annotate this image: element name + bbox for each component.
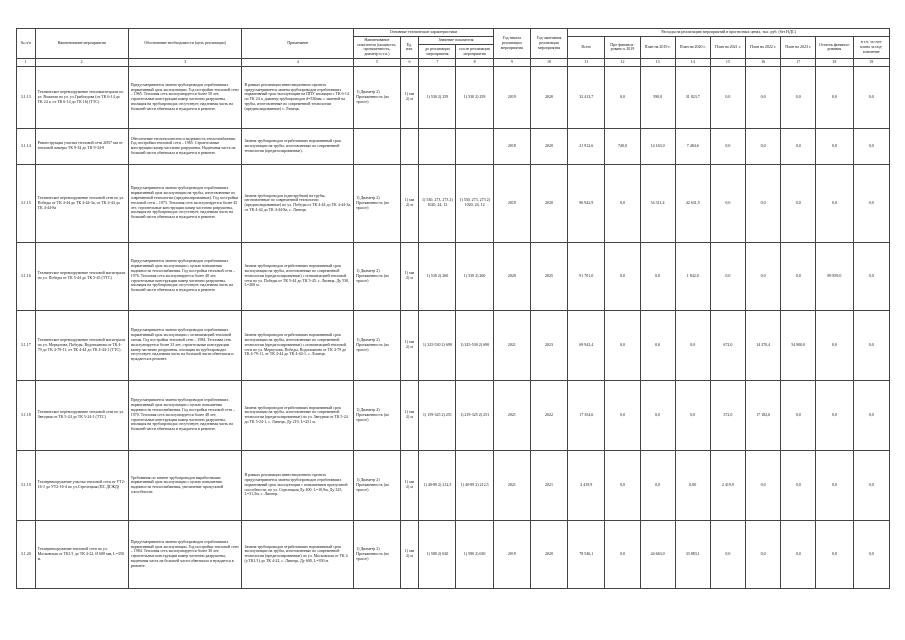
row-after: 1) 325-530 2) 690 bbox=[456, 310, 493, 380]
row-remainder: 0,0 bbox=[816, 380, 853, 450]
row-connection: 0,0 bbox=[853, 242, 889, 310]
row-financed: 0,0 bbox=[605, 380, 640, 450]
row-unit: 1) мм 2) м bbox=[400, 164, 419, 242]
row-tech-name bbox=[354, 128, 401, 164]
row-plan-2023: 0,0 bbox=[781, 128, 816, 164]
row-note: Замена трубопроводов отработавших нормативный срок эксплуатации на трубы, изготовленные по современной технологии (предизолированные) с оптимизацией тепловой сети по ул. Меркулова, Победы, Водопьянова от ТК 4-79 до ТК 4-79-11, от ТК 4-44 до ТК 4-44-1, с. Липецк. bbox=[242, 310, 354, 380]
row-note: В рамках реализации инвестиционного проекта предусматривается замена трубопроводов отработавших нормативный срок эксплуатации на ППУ изоляции с ТК 6-14 по ТК 24 а, диаметр трубопроводов d=530мм, с заменой на трубы, изготовленные по современной технологии (предизолированные) с. Липецк. bbox=[242, 66, 354, 128]
row-connection: 0,0 bbox=[853, 520, 889, 588]
row-connection: 0,0 bbox=[853, 310, 889, 380]
row-plan-2020: 0,0 bbox=[675, 310, 710, 380]
row-name: Техническое перевооружение тепломагистрали по ул. Вожатая по ул. ул.Грибоедова (от ТК 6-14 до ТК 24 а, от ТК 6-14 до ТК 16) (ТТС) bbox=[35, 66, 128, 128]
row-note: Замена трубопроводов отработавших нормативный срок эксплуатации на трубы, изготовленные по современной технологии (предизолированные) по ул. Московская от ТК 4 (у.ТК1/1) до ТК 4-22, с. Липецк, Ду 600, L=350 м. bbox=[242, 520, 354, 588]
row-remainder: 0,0 bbox=[816, 66, 853, 128]
row-plan-2019: 0,0 bbox=[640, 310, 675, 380]
row-plan-2023: 0,0 bbox=[781, 242, 816, 310]
row-unit bbox=[400, 128, 419, 164]
row-connection: 0,0 bbox=[853, 450, 889, 520]
row-plan-2020: 1 842,0 bbox=[675, 242, 710, 310]
row-plan-2020: 0,0 bbox=[675, 380, 710, 450]
row-note: Замена трубопроводов отработавших нормативный срок эксплуатации на трубы, изготовленные по современной технологии (предизолированные) по ул. Звездная от ТК 5-24 до ТК 5-24-1, с. Липецк, Ду 219, L=251 м. bbox=[242, 380, 354, 450]
header-plan-2020: План на 2020 г. bbox=[675, 36, 710, 58]
row-financed: 0,0 bbox=[605, 66, 640, 128]
row-plan-2023: 0,0 bbox=[781, 450, 816, 520]
table-row bbox=[17, 520, 890, 588]
row-plan-2019: 0,0 bbox=[640, 450, 675, 520]
row-financed: 740,0 bbox=[605, 128, 640, 164]
row-unit: 1) мм 2) м bbox=[400, 520, 419, 588]
column-number: 18 bbox=[816, 58, 853, 66]
column-number: 12 bbox=[605, 58, 640, 66]
row-plan-2022: 0,0 bbox=[745, 164, 780, 242]
row-justification: Предусматривается замена трубопроводов отработавших нормативный срок эксплуатации с целью повышения надежности теплоснабжения. Год постройки тепловой сети – 1976. Тепловая сеть эксплуатируется более 40 лет, строительные конструкции камер частично разрушены, изоляция на трубопроводах отсутствует, надземная часть на большей части обветшала и нуждается в ремонте. bbox=[128, 242, 242, 310]
row-total: 78 546,1 bbox=[568, 520, 605, 588]
row-name: Техперевооружение участка тепловой сети от УТ2-16-1 до УТ2-16-4 по ул.Стрелецкая (ПС ДГЖД) bbox=[35, 450, 128, 520]
row-note: Замена трубопроводов (однотрубная) на трубы, изготовленные по современной технологии (предизолированные) по ул. Победы от ТК 4-44 до ТК 4-44-3а, от ТК 4-44 до ТК 4-44-8а, с. Липецк. bbox=[242, 164, 354, 242]
row-before: 1) 580 2) 630 bbox=[419, 520, 456, 588]
column-number: 3 bbox=[128, 58, 242, 66]
table-row bbox=[17, 242, 890, 310]
row-financed: 0,0 bbox=[605, 450, 640, 520]
row-plan-2019: 54 311,4 bbox=[640, 164, 675, 242]
row-total: 91 701,0 bbox=[568, 242, 605, 310]
row-plan-2019: 0,0 bbox=[640, 380, 675, 450]
header-plan-2021: План на 2021 г. bbox=[710, 36, 745, 58]
column-number: 8 bbox=[456, 58, 493, 66]
header-costs-group: Расходы на реализацию мероприятий в прогнозных ценах, тыс. руб. (без НДС) bbox=[568, 29, 890, 37]
row-year-end: 2025 bbox=[530, 242, 567, 310]
column-number: 6 bbox=[400, 58, 419, 66]
row-year-end: 2020 bbox=[530, 164, 567, 242]
row-before: 1) 530 2) 259 bbox=[419, 66, 456, 128]
row-note: Замена трубопроводов отработавших нормативный срок эксплуатации на трубы, изготовленные по современной технологии (предизолированные) с оптимизацией тепловой сети по ул. Победы от ТК 5-44 до ТК 5-45, с. Липецк, Ду 530, L=260 м. bbox=[242, 242, 354, 310]
row-year-start: 2019 bbox=[493, 66, 530, 128]
row-year-start: 2021 bbox=[493, 380, 530, 450]
header-justification: Обоснование необходимости (цель реализации) bbox=[128, 29, 242, 59]
column-number: 15 bbox=[710, 58, 745, 66]
row-plan-2023: 0,0 bbox=[781, 380, 816, 450]
row-after: 1) 40-89 2) 212,5 bbox=[456, 450, 493, 520]
row-remainder: 89 859,0 bbox=[816, 242, 853, 310]
row-after: 1) 219-325 2) 251 bbox=[456, 380, 493, 450]
row-after: 1) 530, 273, 273 2) 1020, 24, 12 bbox=[456, 164, 493, 242]
row-name: Техническое перевооружение тепловой магистрали по ул. Меркулова, Победы, Водопьянова от ТК 4-79 до ТК 4-79-11, от ТК 4-44 до ТК 4-44-1 (ТТС) bbox=[35, 310, 128, 380]
row-plan-2021: 0,0 bbox=[710, 66, 745, 128]
header-tech-name: Наименование показателя (мощность, протяженность, диаметр и т.п.) bbox=[354, 36, 401, 58]
row-year-start: 2021 bbox=[493, 310, 530, 380]
row-financed: 0,0 bbox=[605, 310, 640, 380]
row-connection: 0,0 bbox=[853, 66, 889, 128]
row-name: Техническое перевооружение тепловой сети по ул. Звездная от ТК 5-24 до ТК 5-24-1 (ТТС) bbox=[35, 380, 128, 450]
row-year-end: 2020 bbox=[530, 128, 567, 164]
column-number: 13 bbox=[640, 58, 675, 66]
row-year-end: 2022 bbox=[530, 380, 567, 450]
row-no: 3.1.19 bbox=[17, 450, 36, 520]
row-plan-2020: 31 823,7 bbox=[675, 66, 710, 128]
row-plan-2020: 33 883,1 bbox=[675, 520, 710, 588]
row-after bbox=[456, 128, 493, 164]
header-value-group: Значение показателя bbox=[419, 36, 493, 44]
column-number: 16 bbox=[745, 58, 780, 66]
measures-table bbox=[16, 28, 890, 589]
header-tech-group: Основные технические характеристики bbox=[354, 29, 494, 37]
row-plan-2022: 0,0 bbox=[745, 450, 780, 520]
row-name: Техперевооружение тепловой сети по ул. Московская от ТК1/1 до ТК 4-22, Ø 600 мм, L=350 м. bbox=[35, 520, 128, 588]
row-after: 1) 530 2) 260 bbox=[456, 242, 493, 310]
row-plan-2023: 0,0 bbox=[781, 520, 816, 588]
row-year-end: 2023 bbox=[530, 310, 567, 380]
column-number: 17 bbox=[781, 58, 816, 66]
row-remainder: 0,0 bbox=[816, 128, 853, 164]
row-plan-2023: 0,0 bbox=[781, 66, 816, 128]
table-row bbox=[17, 164, 890, 242]
row-name: Реконструкция участка тепловой сети 2Ø57 мм от тепловой камеры ТК 9-34 до ТК 9-34-9 bbox=[35, 128, 128, 164]
row-plan-2020: 42 631,5 bbox=[675, 164, 710, 242]
row-year-start: 2021 bbox=[493, 450, 530, 520]
header-plan-2023: План на 2023 г. bbox=[781, 36, 816, 58]
investment-program-table-page bbox=[16, 28, 890, 589]
row-total: 2 419,9 bbox=[568, 450, 605, 520]
row-plan-2019: 590,0 bbox=[640, 66, 675, 128]
row-no: 3.1.17 bbox=[17, 310, 36, 380]
row-no: 3.1.18 bbox=[17, 380, 36, 450]
row-before bbox=[419, 128, 456, 164]
row-connection: 0,0 bbox=[853, 380, 889, 450]
row-year-end: 2021 bbox=[530, 450, 567, 520]
row-after: 1) 580 2) 630 bbox=[456, 520, 493, 588]
column-number: 1 bbox=[17, 58, 36, 66]
row-note: В рамках реализации инвестиционного проекта предусматривается замена трубопроводов отработавших нормативный срок эксплуатации с повышением пропускной способности, по ул. Стрелецкая Ду 400, L=10,9м, Ду 325, L=31,5м, с. Липецк. bbox=[242, 450, 354, 520]
header-unit: Ед. изм. bbox=[400, 36, 419, 58]
row-plan-2022: 14 370,4 bbox=[745, 310, 780, 380]
row-plan-2019: 0,0 bbox=[640, 242, 675, 310]
row-connection: 0,0 bbox=[853, 164, 889, 242]
row-tech-name: 1) Диаметр 2) Протяженность (по трассе) bbox=[354, 520, 401, 588]
row-plan-2022: 0,0 bbox=[745, 66, 780, 128]
header-plan-2019: План на 2019 г. bbox=[640, 36, 675, 58]
row-name: Техническое перевооружение тепловой сети по ул. Победы от ТК 4-44 до ТК 4-44-3а, от ТК 4-44 до ТК 4-44-8а bbox=[35, 164, 128, 242]
row-financed: 0,0 bbox=[605, 242, 640, 310]
row-remainder: 0,0 bbox=[816, 310, 853, 380]
row-plan-2022: 0,0 bbox=[745, 128, 780, 164]
row-justification: Предусматривается замена трубопроводов отработавших нормативный срок эксплуатации с целью повышения надежности теплоснабжения. Год постройки тепловой сети – 1970. Тепловая сеть эксплуатируется более 48 лет, строительные конструкции камер частично разрушены, изоляция на трубопроводах отсутствует, надземная часть на большей части обветшала и нуждается в ремонте. bbox=[128, 380, 242, 450]
table-row bbox=[17, 128, 890, 164]
row-tech-name: 1) Диаметр 2) Протяженность (по трассе) bbox=[354, 164, 401, 242]
row-plan-2021: 0,0 bbox=[710, 242, 745, 310]
row-plan-2023: 0,0 bbox=[781, 164, 816, 242]
row-plan-2019: 44 663,0 bbox=[640, 520, 675, 588]
row-financed: 0,0 bbox=[605, 164, 640, 242]
row-year-start: 2019 bbox=[493, 520, 530, 588]
header-value-before: до реализации мероприятия bbox=[419, 45, 456, 59]
row-plan-2020: 0,00 bbox=[675, 450, 710, 520]
row-no: 3.1.20 bbox=[17, 520, 36, 588]
row-financed: 0,0 bbox=[605, 520, 640, 588]
row-remainder: 0,0 bbox=[816, 164, 853, 242]
row-plan-2021: 0,0 bbox=[710, 128, 745, 164]
row-before: 1) 159-325 2) 251 bbox=[419, 380, 456, 450]
row-year-start: 2019 bbox=[493, 164, 530, 242]
row-unit: 1) мм 2) м bbox=[400, 66, 419, 128]
column-number: 10 bbox=[530, 58, 567, 66]
row-no: 3.1.15 bbox=[17, 164, 36, 242]
row-year-end: 2020 bbox=[530, 66, 567, 128]
row-unit: 1) мм 2) м bbox=[400, 242, 419, 310]
row-justification: Требования по замене трубопроводов выработавших нормативный срок эксплуатации с целью повышения надежности теплоснабжения, увеличение пропускной способности. bbox=[128, 450, 242, 520]
row-justification: Предусматривается замена трубопроводов отработавших нормативный срок эксплуатации. Год постройки тепловой сети – 1965. Тепловая сеть эксплуатируется более 50 лет, строительные конструкции камер частично разрушены, изоляция на трубопроводах отсутствует, надземная часть на большей части обветшала и нуждается в ремонте. bbox=[128, 66, 242, 128]
column-number: 14 bbox=[675, 58, 710, 66]
row-plan-2021: 2 419,9 bbox=[710, 450, 745, 520]
row-before: 1) 40-89 2) 212,5 bbox=[419, 450, 456, 520]
row-justification: Обеспечение теплоносителем и надежность теплоснабжения. Год постройки тепловой сети – 1965. Строительные конструкции камер частично разрушены. Надземная часть на большей части обветшала и нуждается в ремонте. bbox=[128, 128, 242, 164]
header-connection: в т.ч. за счет платы за под-ключение bbox=[853, 36, 889, 58]
row-plan-2020: 7 484,6 bbox=[675, 128, 710, 164]
row-plan-2023: 54 900,0 bbox=[781, 310, 816, 380]
row-no: 3.1.16 bbox=[17, 242, 36, 310]
row-justification: Предусматривается замена трубопроводов отработавших нормативный срок эксплуатации. Год постройки тепловой сети – 1984. Тепловая сеть эксплуатируется более 30 лет, строительные конструкции камер частично разрушены, надземная часть на большей части обветшала и нуждается в ремонте. bbox=[128, 520, 242, 588]
row-tech-name: 1) Диаметр 2) Протяженность (по трассе) bbox=[354, 380, 401, 450]
row-name: Техническое перевооружение тепловой магистрали по ул. Победы от ТК 5-44 до ТК 5-45 (ТТС) bbox=[35, 242, 128, 310]
row-after: 1) 530 2) 259 bbox=[456, 66, 493, 128]
row-total: 69 942,4 bbox=[568, 310, 605, 380]
row-year-start: 2018 bbox=[493, 128, 530, 164]
header-total: Всего bbox=[568, 36, 605, 58]
row-before: 1) 530 2) 260 bbox=[419, 242, 456, 310]
row-total: 96 942,9 bbox=[568, 164, 605, 242]
row-tech-name: 1) Диаметр 2) Протяженность (по трассе) bbox=[354, 66, 401, 128]
row-unit: 1) мм 2) м bbox=[400, 310, 419, 380]
row-before: 1) 325-530 2) 690 bbox=[419, 310, 456, 380]
row-year-end: 2020 bbox=[530, 520, 567, 588]
table-row bbox=[17, 450, 890, 520]
column-number: 2 bbox=[35, 58, 128, 66]
row-plan-2022: 0,0 bbox=[745, 242, 780, 310]
header-year-end: Год окончания реализации мероприятия bbox=[530, 29, 567, 59]
column-number: 7 bbox=[419, 58, 456, 66]
column-number-row bbox=[17, 58, 890, 66]
row-total: 17 354,6 bbox=[568, 380, 605, 450]
header-note: Примечание bbox=[242, 29, 354, 59]
row-tech-name: 1) Диаметр 2) Протяженность (по трассе) bbox=[354, 242, 401, 310]
header-financed: Про-финанси-ровано к 2019 bbox=[605, 36, 640, 58]
column-number: 4 bbox=[242, 58, 354, 66]
row-plan-2022: 17 182,6 bbox=[745, 380, 780, 450]
row-tech-name: 1) Диаметр 2) Протяженность (по трассе) bbox=[354, 450, 401, 520]
row-before: 1) 530, 273, 273 2) 1020, 24, 12 bbox=[419, 164, 456, 242]
table-row bbox=[17, 66, 890, 128]
header-plan-2022: План на 2022 г. bbox=[745, 36, 780, 58]
row-tech-name: 1) Диаметр 2) Протяженность (по трассе) bbox=[354, 310, 401, 380]
row-plan-2021: 0,0 bbox=[710, 164, 745, 242]
header-year-start: Год начала реализации мероприятия bbox=[493, 29, 530, 59]
header-value-after: после реализации мероприятия bbox=[456, 45, 493, 59]
column-number: 9 bbox=[493, 58, 530, 66]
column-number: 11 bbox=[568, 58, 605, 66]
column-number: 5 bbox=[354, 58, 401, 66]
row-remainder: 0,0 bbox=[816, 520, 853, 588]
header-name: Наименование мероприятия bbox=[35, 29, 128, 59]
row-note: Замена трубопроводов отработавших нормативный срок эксплуатации на трубы, изготовленные по современной технологии (предизолированные). bbox=[242, 128, 354, 164]
row-plan-2019: 14 163,0 bbox=[640, 128, 675, 164]
row-justification: Предусматривается замена трубопроводов отработавших нормативный срок эксплуатации с оптимизацией тепловой схемы. Год постройки тепловой сети – 1984. Тепловая сеть эксплуатируется более 33 лет, строительные конструкции камер частично разрушены, изоляция на трубопроводах отсутствует, надземная часть на большей части обветшала и нуждается в ремонте. bbox=[128, 310, 242, 380]
row-unit: 1) мм 2) м bbox=[400, 450, 419, 520]
row-remainder: 0,0 bbox=[816, 450, 853, 520]
header-remainder: Остаток финанси-рования bbox=[816, 36, 853, 58]
row-plan-2022: 0,0 bbox=[745, 520, 780, 588]
row-unit: 1) мм 2) м bbox=[400, 380, 419, 450]
row-year-start: 2020 bbox=[493, 242, 530, 310]
row-total: 32 413,7 bbox=[568, 66, 605, 128]
row-plan-2021: 0,0 bbox=[710, 520, 745, 588]
table-row bbox=[17, 380, 890, 450]
row-no: 3.1.13 bbox=[17, 66, 36, 128]
header-no: № п/п bbox=[17, 29, 36, 59]
row-total: 21 912,6 bbox=[568, 128, 605, 164]
row-plan-2021: 672,0 bbox=[710, 310, 745, 380]
row-justification: Предусматривается замена трубопроводов отработавших нормативный срок эксплуатации на трубы, изготовленные по современной технологии (предизолированные). Год постройки тепловой сети – 1973. Тепловая сеть эксплуатируется более 45 лет, строительные конструкции камер частично разрушены, изоляция на трубопроводах отсутствует, надземная часть на большей части обветшала и нуждается в ремонте. bbox=[128, 164, 242, 242]
table-row bbox=[17, 310, 890, 380]
row-no: 3.1.14 bbox=[17, 128, 36, 164]
row-connection: 0,0 bbox=[853, 128, 889, 164]
column-number: 19 bbox=[853, 58, 889, 66]
row-plan-2021: 372,0 bbox=[710, 380, 745, 450]
